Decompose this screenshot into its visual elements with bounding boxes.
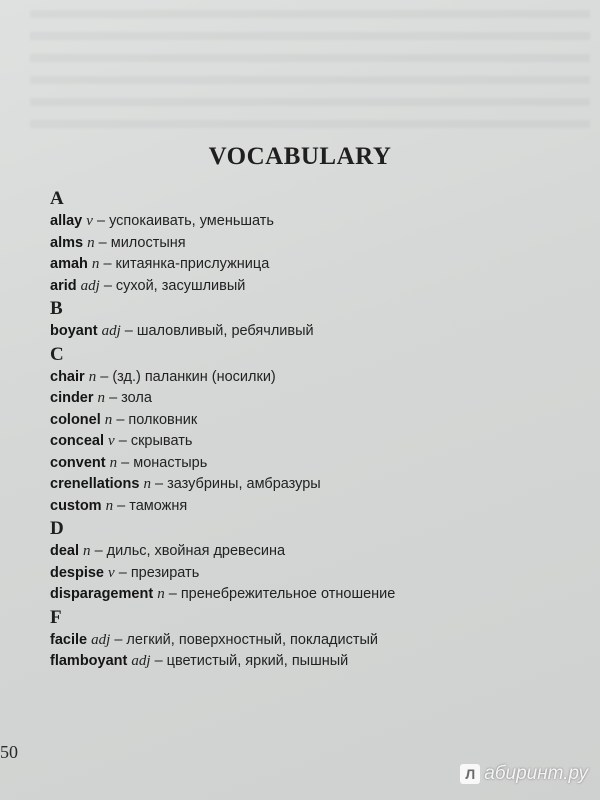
vocab-entry [50, 431, 570, 453]
vocab-entry [50, 584, 570, 606]
part-of-speech: n [104, 411, 113, 428]
entry-word: disparagement [50, 586, 154, 602]
entry-translation: сухой, засушливый [115, 277, 246, 294]
entry-dash: – [99, 277, 116, 294]
entry-translation: успокаивать, уменьшать [109, 213, 274, 229]
vocab-entry [50, 630, 570, 652]
part-of-speech: n [87, 234, 95, 251]
entry-translation: (зд.) паланкин (носилки) [112, 368, 276, 385]
vocab-entry [50, 541, 570, 563]
bleed-through-text [30, 10, 590, 130]
section-letter: A [50, 188, 64, 209]
entry-word: cinder [50, 390, 94, 406]
entry-dash: – [114, 564, 131, 581]
entry-word: conceal [50, 433, 104, 449]
entry-translation: таможня [129, 497, 188, 514]
entry-dash: – [99, 256, 116, 272]
part-of-speech: v [108, 433, 115, 449]
labirint-logo-icon: Л [460, 764, 480, 784]
vocab-section [50, 606, 570, 673]
vocabulary-list [50, 187, 570, 673]
part-of-speech: adj [131, 653, 151, 669]
entry-dash: – [113, 497, 130, 514]
entry-word: custom [50, 497, 102, 514]
vocab-entry [50, 651, 570, 673]
page-title: VOCABULARY [208, 143, 392, 170]
entry-word: alms [50, 234, 84, 251]
part-of-speech: n [105, 497, 114, 514]
page-number: 50 [0, 742, 18, 762]
vocab-entry [50, 367, 570, 389]
entry-translation: китаянка-прислужница [115, 256, 270, 272]
entry-dash: – [105, 390, 122, 406]
vocab-entry [50, 496, 570, 518]
vocab-entry [50, 388, 570, 410]
entry-translation: зазубрины, амбразуры [167, 476, 321, 492]
watermark-text: абиринт.ру [484, 763, 588, 784]
part-of-speech: n [143, 476, 151, 492]
entry-word: convent [50, 454, 106, 471]
entry-word: facile [50, 631, 88, 648]
vocab-entry [50, 321, 570, 343]
entry-word: boyant [50, 323, 98, 339]
section-letter: B [50, 298, 63, 319]
vocab-entry [50, 233, 570, 255]
entry-translation: скрывать [130, 433, 193, 449]
vocab-section [50, 297, 570, 343]
entry-dash: – [150, 653, 167, 669]
entry-translation: дильс, хвойная древесина [106, 543, 286, 559]
entry-dash: – [164, 586, 181, 602]
part-of-speech: adj [80, 277, 100, 294]
entry-word: flamboyant [50, 653, 128, 669]
section-letter: F [50, 606, 62, 628]
part-of-speech: v [108, 564, 115, 581]
entry-dash: – [92, 213, 110, 229]
vocab-entry [50, 453, 570, 475]
part-of-speech: n [157, 586, 165, 602]
vocab-entry [50, 410, 570, 432]
entry-translation: пренебрежительное отношение [180, 586, 396, 602]
section-letter: C [50, 343, 64, 365]
part-of-speech: n [91, 256, 100, 272]
vocab-section [50, 343, 570, 518]
entry-translation: презирать [130, 564, 200, 581]
vocab-entry [50, 563, 570, 585]
entry-translation: шаловливый, ребячливый [136, 323, 314, 339]
entry-word: chair [50, 368, 85, 385]
entry-dash: – [112, 411, 129, 428]
entry-dash: – [117, 454, 134, 471]
entry-word: colonel [50, 411, 101, 428]
entry-translation: зола [121, 390, 152, 406]
part-of-speech: n [97, 390, 106, 406]
vocab-section [50, 187, 570, 297]
entry-word: allay [50, 213, 83, 229]
entry-dash: – [120, 323, 137, 339]
entry-translation: полковник [128, 411, 198, 428]
section-letter: D [50, 518, 64, 539]
entry-word: despise [50, 564, 104, 581]
entry-dash: – [90, 543, 107, 559]
part-of-speech: n [83, 543, 91, 559]
vocab-section [50, 517, 570, 606]
entry-translation: цветистый, яркий, пышный [166, 653, 349, 669]
entry-word: deal [50, 543, 80, 559]
vocab-entry [50, 474, 570, 496]
entry-translation: монастырь [133, 454, 208, 471]
part-of-speech: n [88, 368, 97, 385]
entry-word: arid [50, 277, 77, 294]
part-of-speech: adj [101, 323, 121, 339]
entry-translation: легкий, поверхностный, покладистый [126, 631, 378, 648]
entry-dash: – [150, 476, 168, 492]
vocab-entry [50, 254, 570, 276]
entry-word: crenellations [50, 476, 140, 492]
vocab-entry [50, 276, 570, 298]
part-of-speech: v [86, 213, 93, 229]
entry-dash: – [96, 368, 113, 385]
part-of-speech: adj [91, 631, 111, 648]
entry-dash: – [94, 234, 111, 251]
entry-dash: – [114, 433, 131, 449]
entry-translation: милостыня [110, 234, 186, 251]
entry-dash: – [110, 631, 127, 648]
entry-word: amah [50, 256, 88, 272]
part-of-speech: n [109, 454, 118, 471]
vocab-entry [50, 211, 570, 233]
watermark [460, 763, 588, 785]
